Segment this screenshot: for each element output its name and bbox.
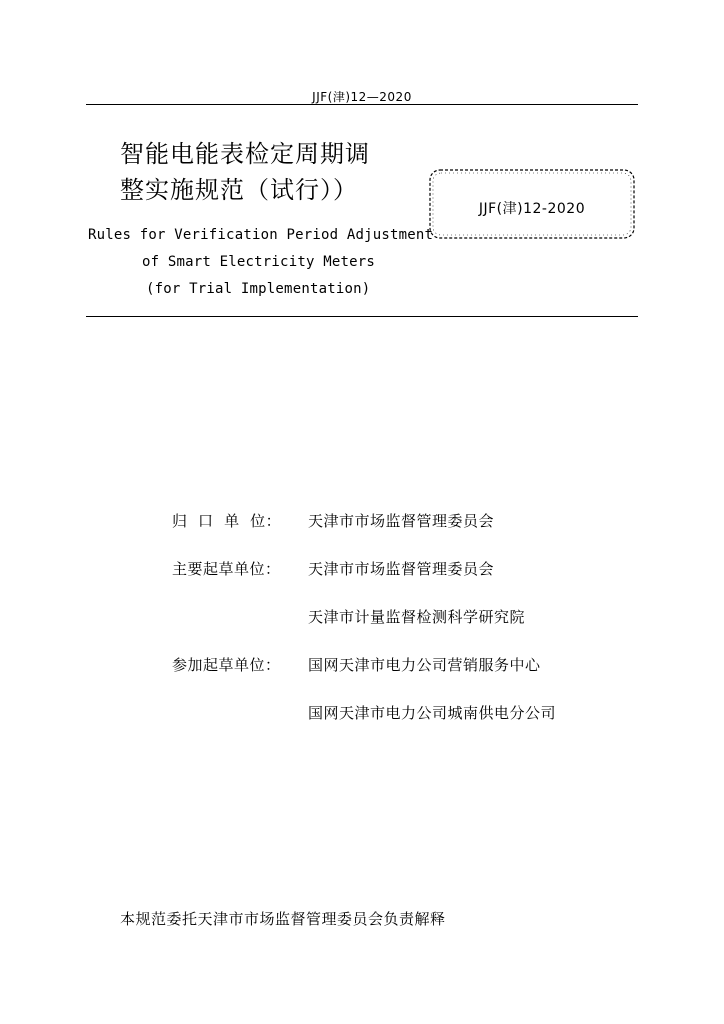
drafting-unit-label: 主要起草单位： <box>172 560 281 578</box>
responsible-unit-label: 归 口 单 位： <box>172 512 282 530</box>
participating-unit-row-2 <box>0 702 724 722</box>
participating-unit-label: 参加起草单位： <box>172 656 281 674</box>
header-standard-code: JJF(津)12—2020 <box>312 90 412 104</box>
drafting-unit-value-2: 天津市计量监督检测科学研究院 <box>308 608 526 626</box>
participating-unit-value-2: 国网天津市电力公司城南供电分公司 <box>308 704 557 722</box>
drafting-unit-row-2 <box>0 606 724 626</box>
standard-code-box <box>428 168 636 240</box>
responsible-unit-row <box>0 510 724 530</box>
drafting-unit-value-1: 天津市市场监督管理委员会 <box>308 560 495 578</box>
english-title-line-2: of Smart Electricity Meters <box>142 254 375 270</box>
responsible-unit-value: 天津市市场监督管理委员会 <box>308 512 495 530</box>
chinese-title-line-1: 智能电能表检定周期调 <box>120 140 370 168</box>
header-divider <box>86 104 638 105</box>
title-divider <box>86 316 638 317</box>
participating-unit-row <box>0 654 724 674</box>
interpretation-note: 本规范委托天津市市场监督管理委员会负责解释 <box>120 910 446 928</box>
standard-code: JJF(津)12-2020 <box>478 201 586 217</box>
drafting-unit-row <box>0 558 724 578</box>
english-title-line-3: (for Trial Implementation) <box>146 281 371 297</box>
participating-unit-value-1: 国网天津市电力公司营销服务中心 <box>308 656 541 674</box>
chinese-title-line-2: 整实施规范（试行）） <box>120 176 358 204</box>
english-title-line-1: Rules for Verification Period Adjustment <box>88 227 434 243</box>
